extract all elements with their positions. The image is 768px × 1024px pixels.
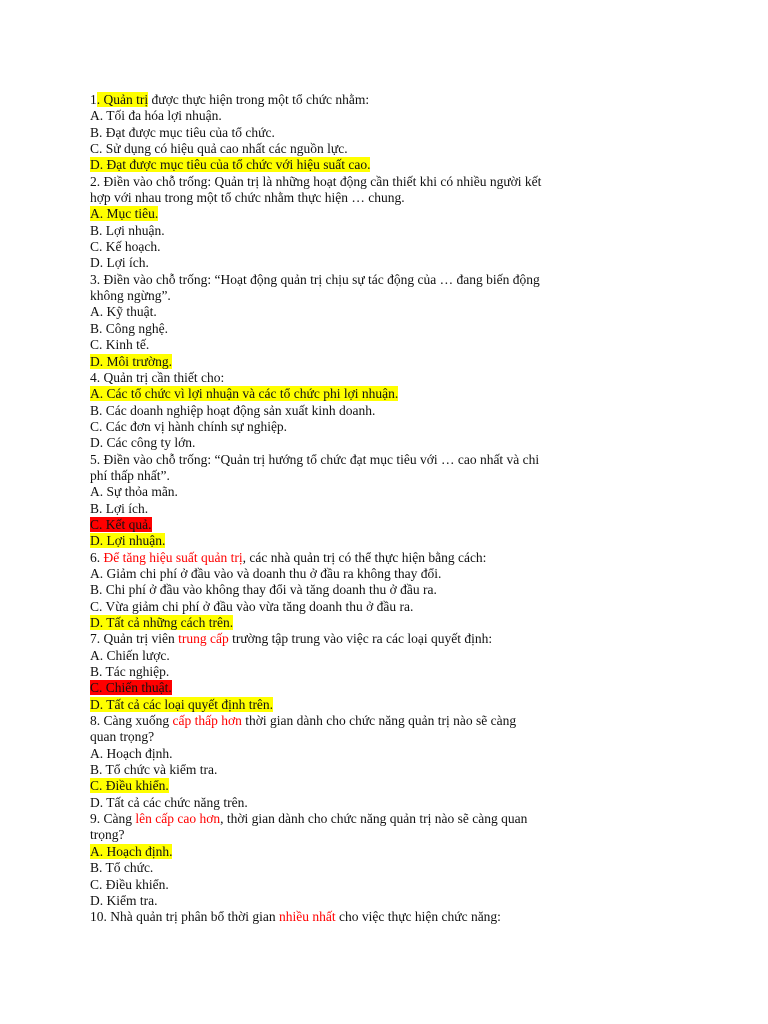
text-segment: B. Các doanh nghiệp hoạt động sản xuất kinh doanh. <box>90 402 376 418</box>
text-line <box>90 827 728 843</box>
text-segment: phí thấp nhất”. <box>90 467 170 483</box>
text-segment: 10. Nhà quản trị phân bổ thời gian <box>90 909 279 925</box>
question-list <box>90 92 728 926</box>
red-highlighted-answer: C. Chiến thuật. <box>90 680 172 696</box>
highlighted-answer: A. Hoạch định. <box>90 843 173 859</box>
text-line <box>90 403 728 419</box>
text-segment: D. Lợi ích. <box>90 255 149 271</box>
text-segment: A. Hoạch định. <box>90 745 173 761</box>
text-line <box>90 746 728 762</box>
text-line <box>90 272 728 288</box>
text-line <box>90 778 728 794</box>
text-line <box>90 190 728 206</box>
text-line <box>90 386 728 402</box>
text-segment: A. Kỹ thuật. <box>90 304 157 320</box>
highlighted-answer: C. Điều khiển. <box>90 778 169 794</box>
text-line <box>90 468 728 484</box>
text-line <box>90 92 728 108</box>
text-segment: C. Kế hoạch. <box>90 239 161 255</box>
text-line <box>90 174 728 190</box>
text-line <box>90 844 728 860</box>
text-segment: B. Tổ chức và kiểm tra. <box>90 762 218 778</box>
text-segment: 2. Điền vào chỗ trống: Quản trị là những hoạt động cần thiết khi có nhiều người kết <box>90 173 542 189</box>
highlighted-answer: D. Tất cả các loại quyết định trên. <box>90 696 274 712</box>
text-segment: B. Công nghệ. <box>90 320 169 336</box>
text-segment: B. Lợi nhuận. <box>90 222 165 238</box>
text-line <box>90 697 728 713</box>
text-segment: 8. Càng xuống <box>90 713 173 729</box>
text-segment: A. Giảm chi phí ở đầu vào và doanh thu ở đầu ra không thay đổi. <box>90 565 442 581</box>
text-line <box>90 321 728 337</box>
text-line <box>90 533 728 549</box>
text-line <box>90 141 728 157</box>
text-segment: C. Các đơn vị hành chính sự nghiệp. <box>90 418 288 434</box>
text-segment: C. Vừa giảm chi phí ở đầu vào vừa tăng doanh thu ở đầu ra. <box>90 598 414 614</box>
text-segment: 1 <box>90 92 97 107</box>
highlighted-answer: D. Tất cả những cách trên. <box>90 615 234 630</box>
emphasized-phrase: Để tăng hiệu suất quản trị <box>103 549 243 565</box>
text-segment: D. Kiểm tra. <box>90 892 158 908</box>
text-line <box>90 877 728 893</box>
text-segment: D. Tất cả các chức năng trên. <box>90 794 248 810</box>
text-line <box>90 631 728 647</box>
text-line <box>90 255 728 271</box>
emphasized-phrase: trung cấp <box>178 631 229 647</box>
text-segment: C. Sử dụng có hiệu quả cao nhất các nguồn lực. <box>90 141 348 157</box>
text-line <box>90 729 728 745</box>
text-segment: B. Tác nghiệp. <box>90 664 170 680</box>
text-segment: B. Đạt được mục tiêu của tổ chức. <box>90 124 275 140</box>
text-line <box>90 435 728 451</box>
text-segment: thời gian dành cho chức năng quản trị nào sẽ càng <box>241 713 517 729</box>
text-line <box>90 795 728 811</box>
highlighted-answer: . Quản trị <box>96 92 149 107</box>
text-segment: quan trọng? <box>90 729 155 745</box>
text-segment: 4. Quản trị cần thiết cho: <box>90 369 225 385</box>
text-line <box>90 550 728 566</box>
text-segment: B. Tổ chức. <box>90 860 154 876</box>
text-segment: 7. Quản trị viên <box>90 631 179 647</box>
text-line <box>90 337 728 353</box>
text-line <box>90 223 728 239</box>
text-line <box>90 125 728 141</box>
text-line <box>90 484 728 500</box>
text-line <box>90 811 728 827</box>
text-line <box>90 860 728 876</box>
text-segment: A. Sự thỏa mãn. <box>90 484 178 500</box>
text-segment: hợp với nhau trong một tổ chức nhằm thực hiện … chung. <box>90 190 405 206</box>
text-line <box>90 157 728 173</box>
text-line <box>90 206 728 222</box>
text-segment: 9. Càng <box>90 811 136 827</box>
text-line <box>90 288 728 304</box>
text-line <box>90 909 728 925</box>
text-line <box>90 517 728 533</box>
text-segment: trọng? <box>90 827 125 843</box>
text-line <box>90 354 728 370</box>
text-line <box>90 893 728 909</box>
text-segment: B. Lợi ích. <box>90 500 149 516</box>
text-line <box>90 713 728 729</box>
highlighted-answer: A. Mục tiêu. <box>90 206 159 222</box>
text-segment: B. Chi phí ở đầu vào không thay đổi và tăng doanh thu ở đầu ra. <box>90 582 437 598</box>
text-segment: A. Chiến lược. <box>90 647 170 663</box>
text-segment: không ngừng”. <box>90 288 171 304</box>
emphasized-phrase: lên cấp cao hơn <box>135 811 221 827</box>
text-segment: D. Các công ty lớn. <box>90 435 196 451</box>
text-line <box>90 566 728 582</box>
text-segment: cho việc thực hiện chức năng: <box>335 909 501 925</box>
text-segment: C. Kinh tế. <box>90 337 150 353</box>
text-segment: 3. Điền vào chỗ trống: “Hoạt động quản trị chịu sự tác động của … đang biến động <box>90 271 540 287</box>
highlighted-answer: A. Các tổ chức vì lợi nhuận và các tổ chức phi lợi nhuận. <box>90 386 399 402</box>
text-line <box>90 582 728 598</box>
text-line <box>90 615 728 631</box>
text-segment: A. Tối đa hóa lợi nhuận. <box>90 108 222 124</box>
text-segment: 5. Điền vào chỗ trống: “Quản trị hướng tổ chức đạt mục tiêu với … cao nhất và chi <box>90 451 540 467</box>
red-highlighted-answer: C. Kết quả. <box>90 516 152 532</box>
text-line <box>90 452 728 468</box>
highlighted-answer: D. Môi trường. <box>90 353 172 369</box>
highlighted-answer: D. Đạt được mục tiêu của tổ chức với hiệu suất cao. <box>90 157 371 173</box>
text-segment: C. Điều khiển. <box>90 876 169 892</box>
text-line <box>90 599 728 615</box>
text-line <box>90 304 728 320</box>
text-segment: 6. <box>90 549 104 565</box>
text-line <box>90 501 728 517</box>
text-line <box>90 108 728 124</box>
text-line <box>90 239 728 255</box>
text-segment: , các nhà quản trị có thể thực hiện bằng cách: <box>242 549 487 565</box>
text-line <box>90 370 728 386</box>
highlighted-answer: D. Lợi nhuận. <box>90 533 166 549</box>
text-segment: được thực hiện trong một tổ chức nhằm: <box>148 92 370 107</box>
text-line <box>90 648 728 664</box>
text-line <box>90 762 728 778</box>
emphasized-phrase: cấp thấp hơn <box>172 713 242 729</box>
emphasized-phrase: nhiều nhất <box>278 909 336 925</box>
text-line <box>90 664 728 680</box>
text-line <box>90 419 728 435</box>
text-segment: , thời gian dành cho chức năng quản trị nào sẽ càng quan <box>220 811 528 827</box>
text-segment: trường tập trung vào việc ra các loại quyết định: <box>228 631 493 647</box>
text-line <box>90 680 728 696</box>
